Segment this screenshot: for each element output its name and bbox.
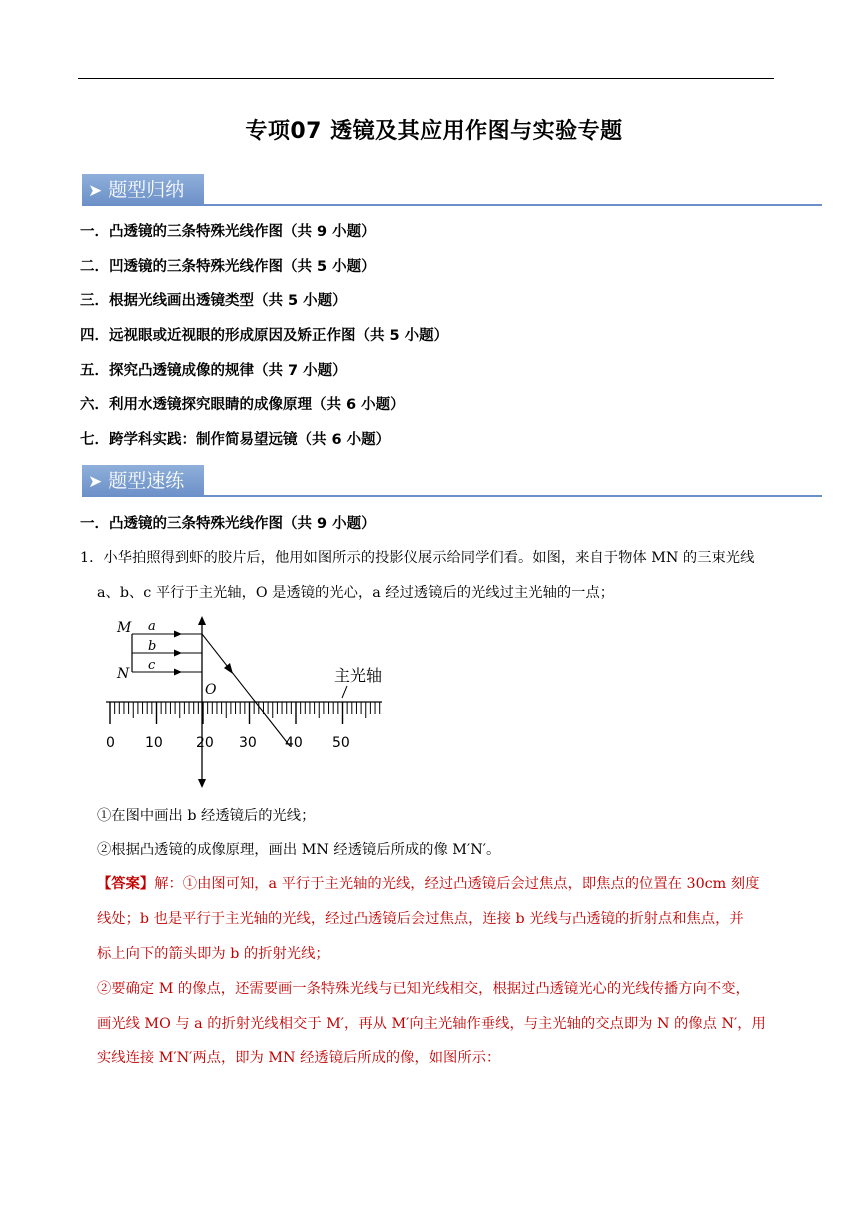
lens-diagram — [100, 612, 400, 790]
label-a: a — [148, 619, 156, 634]
tick-label: 0 — [106, 735, 115, 751]
list-item: 五．探究凸透镜成像的规律（共 7 小题） — [80, 362, 347, 379]
sub-heading: 一．凸透镜的三条特殊光线作图（共 9 小题） — [80, 516, 376, 532]
tick-label: 30 — [239, 735, 257, 751]
answer-line: 标上向下的箭头即为 b 的折射光线； — [97, 946, 330, 962]
page-title: 专项07 透镜及其应用作图与实验专题 — [245, 119, 623, 144]
section-header-practice — [82, 465, 822, 499]
question-part: ②根据凸透镜的成像原理，画出 MN 经透镜后所成的像 M′N′。 — [97, 842, 501, 858]
topic-list — [80, 222, 448, 465]
list-item: 六．利用水透镜探究眼睛的成像原理（共 6 小题） — [80, 397, 405, 414]
answer-line: 画光线 MO 与 a 的折射光线相交于 M′，再从 M′向主光轴作垂线，与主光轴的交点即为 N 的像点 N′，用 — [97, 1016, 766, 1032]
label-c: c — [148, 658, 156, 673]
list-item: 四．远视眼或近视眼的形成原因及矫正作图（共 5 小题） — [80, 328, 449, 345]
answer-line: 线处；b 也是平行于主光轴的光线，经过凸透镜后会过焦点，连接 b 光线与凸透镜的折射点和焦点，并 — [97, 911, 744, 927]
axis-label: 主光轴 — [334, 666, 383, 685]
question-text: a、b、c 平行于主光轴，O 是透镜的光心，a 经过透镜后的光线过主光轴的一点； — [97, 585, 615, 601]
section-label: 题型归纳 — [108, 179, 185, 201]
list-item: 一．凸透镜的三条特殊光线作图（共 9 小题） — [80, 224, 376, 240]
question-part: ①在图中画出 b 经透镜后的光线； — [97, 808, 316, 824]
answer-line: 实线连接 M′N′两点，即为 MN 经透镜后所成的像，如图所示： — [97, 1050, 501, 1066]
list-item: 七．跨学科实践：制作简易望远镜（共 6 小题） — [80, 432, 391, 449]
header-rule — [78, 78, 774, 79]
label-n: N — [117, 666, 130, 682]
tick-label: 40 — [285, 735, 303, 751]
label-b: b — [148, 639, 157, 654]
question-text: 1．小华拍照得到虾的胶片后，他用如图所示的投影仪展示给同学们看。如图，来自于物体 MN 的三束光线 — [80, 550, 755, 566]
answer-line: ②要确定 M 的像点，还需要画一条特殊光线与已知光线相交，根据过凸透镜光心的光线传播方向不变， — [97, 981, 750, 997]
label-m: M — [117, 620, 132, 636]
tick-label: 10 — [145, 735, 163, 751]
section-header-summary — [82, 174, 822, 208]
arrow-right-icon: ➤ — [88, 181, 103, 201]
answer-tag: 【答案】 — [97, 876, 155, 892]
section-label: 题型速练 — [108, 470, 185, 492]
ruler-ticks — [110, 702, 380, 724]
answer-line: 【答案】解：①由图可知，a 平行于主光轴的光线，经过凸透镜后会过焦点，即焦点的位置在 30cm 刻度 — [97, 876, 760, 892]
arrow-right-icon: ➤ — [88, 472, 103, 492]
list-item: 二．凹透镜的三条特殊光线作图（共 5 小题） — [80, 258, 376, 275]
tick-label: 20 — [196, 735, 214, 751]
tick-label: 50 — [332, 735, 350, 751]
label-o: O — [205, 682, 217, 698]
list-item: 三．根据光线画出透镜类型（共 5 小题） — [80, 293, 347, 310]
